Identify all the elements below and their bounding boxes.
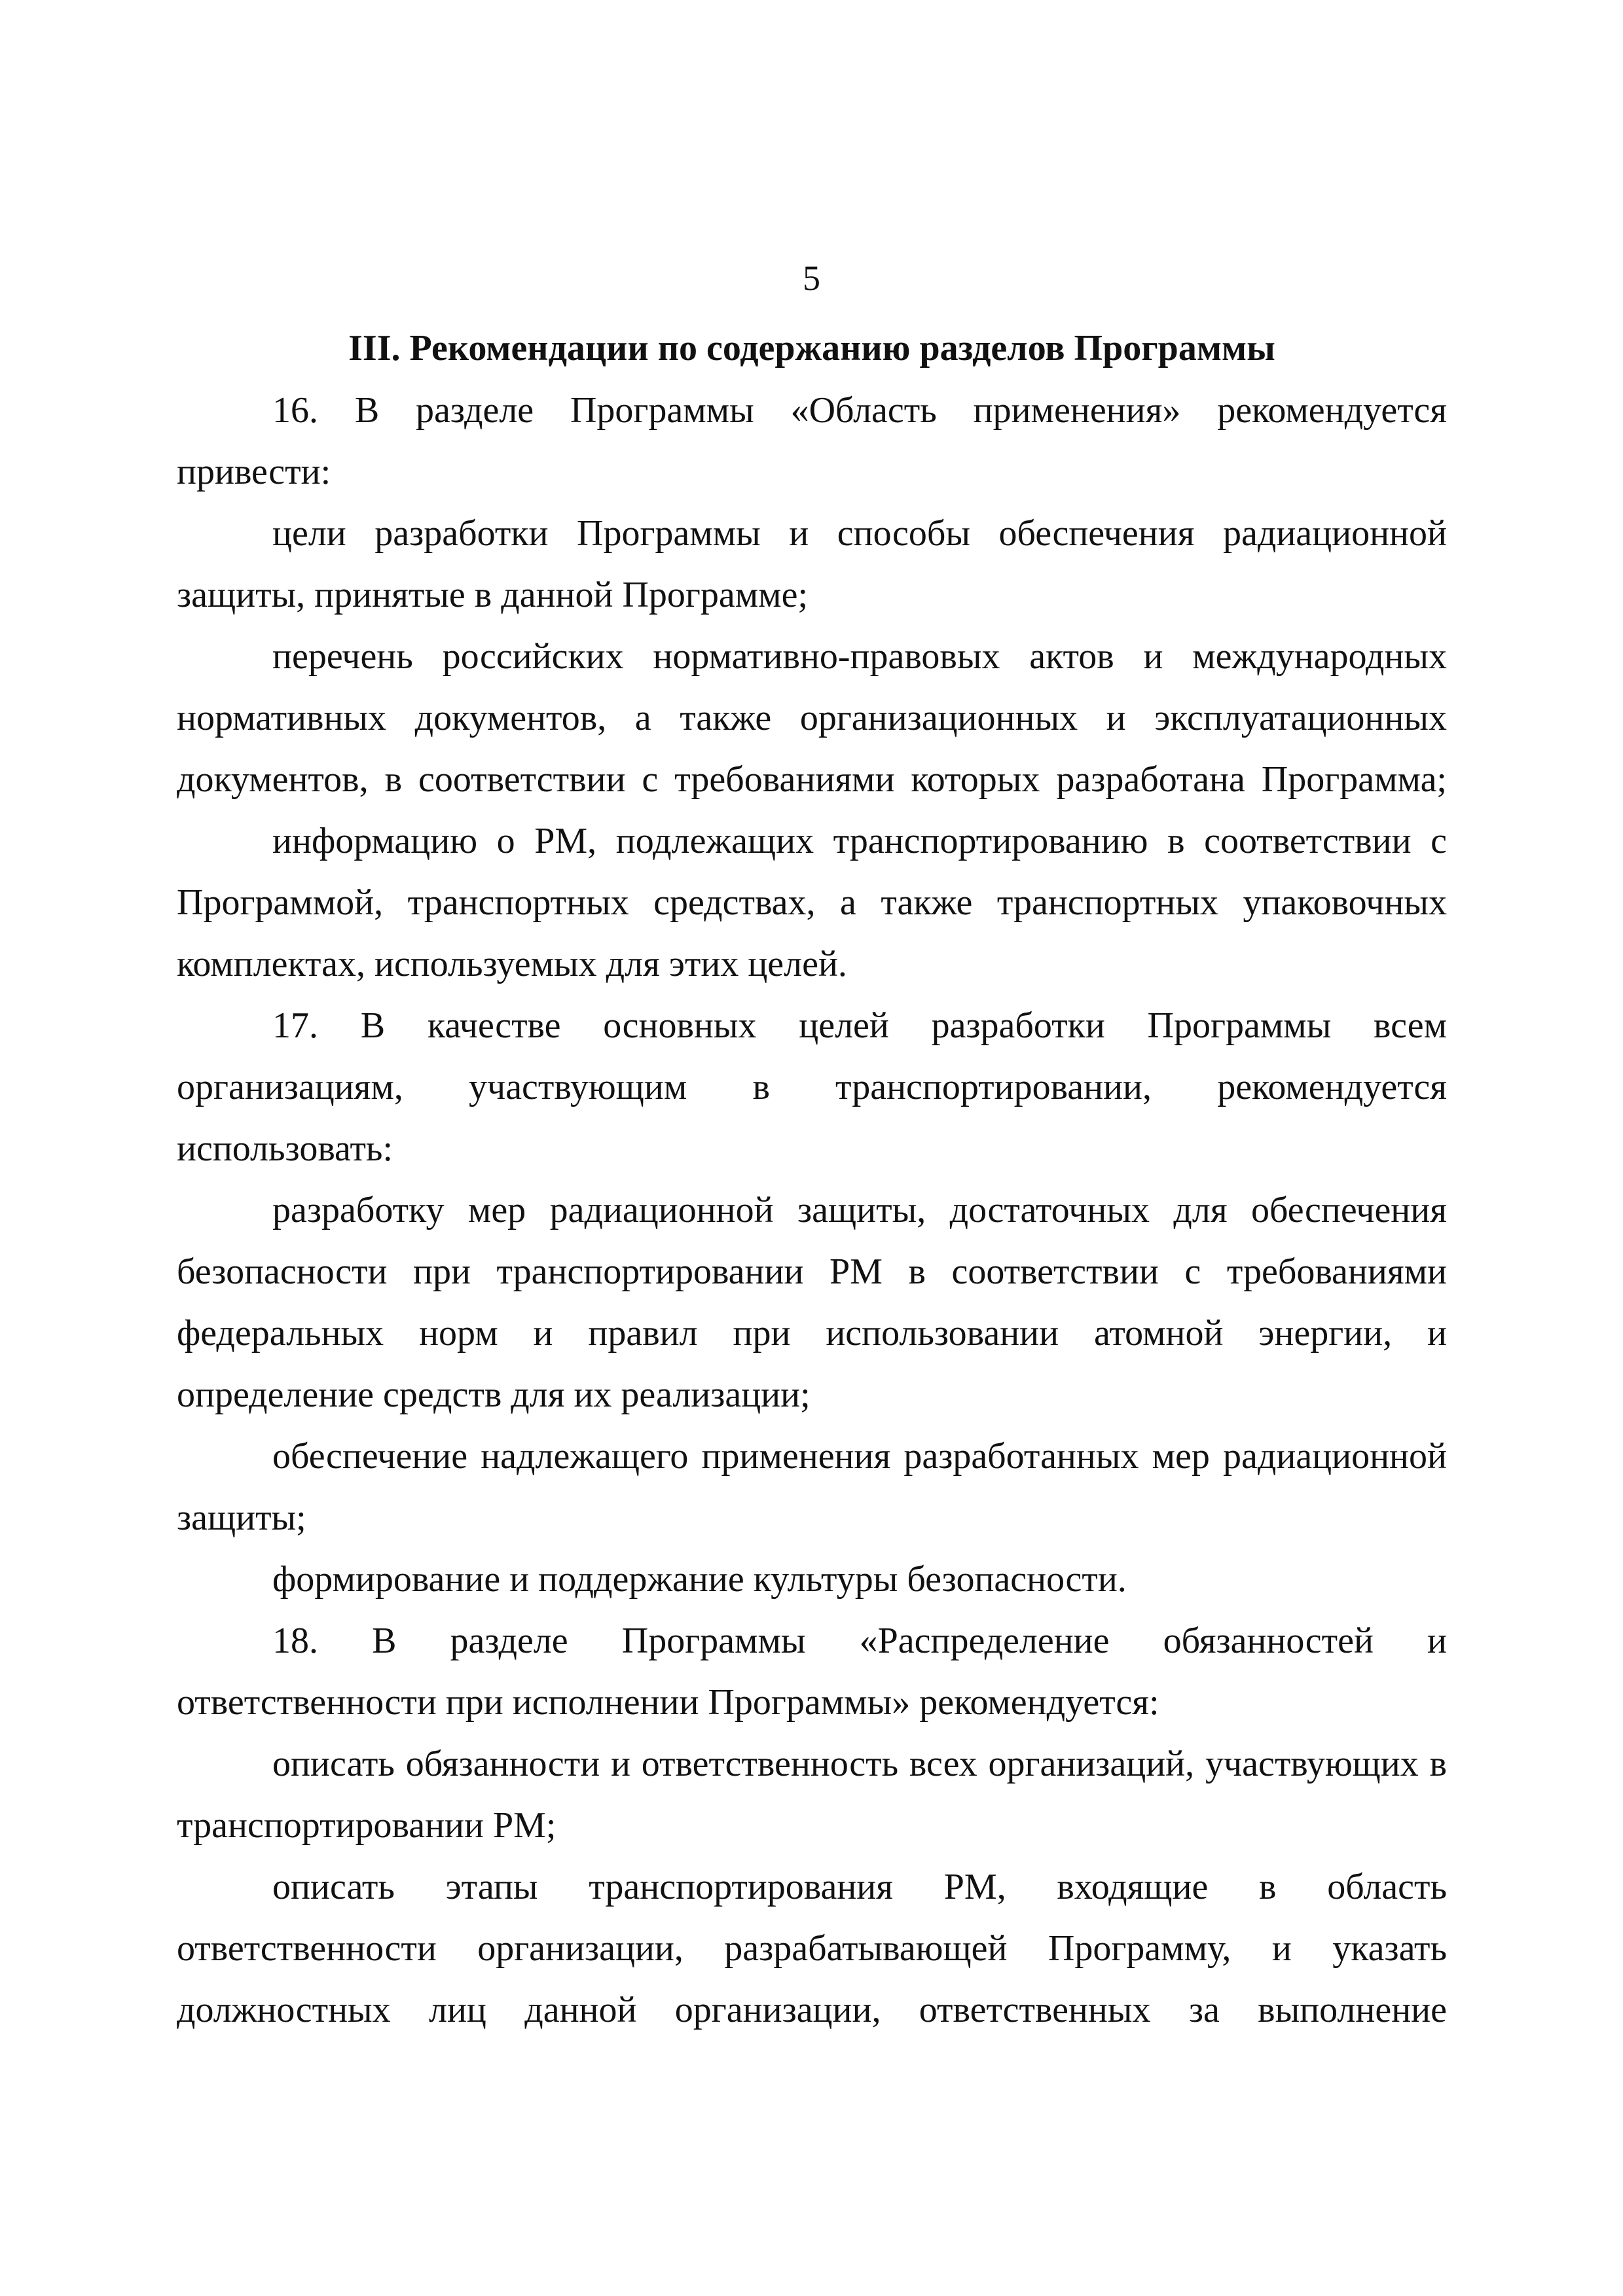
text-line: Программой, транспортных средствах, а также транспортных упаковочных	[177, 882, 1447, 923]
section-heading: III. Рекомендации по содержанию разделов Программы	[348, 328, 1275, 368]
text-line: защиты;	[177, 1498, 306, 1538]
text-line: перечень российских нормативно-правовых актов и международных	[272, 636, 1447, 677]
text-line: ответственности при исполнении Программы» рекомендуется:	[177, 1682, 1159, 1723]
text-line: 16. В разделе Программы «Область применения» рекомендуется	[272, 390, 1447, 431]
text-line: формирование и поддержание культуры безопасности.	[272, 1559, 1127, 1600]
text-line: использовать:	[177, 1128, 393, 1169]
text-line: цели разработки Программы и способы обеспечения радиационной	[272, 513, 1447, 554]
text-line: 18. В разделе Программы «Распределение обязанностей и	[272, 1621, 1447, 1661]
text-line: федеральных норм и правил при использовании атомной энергии, и	[177, 1313, 1447, 1354]
text-line: обеспечение надлежащего применения разработанных мер радиационной	[272, 1436, 1447, 1477]
text-line: документов, в соответствии с требованиями которых разработана Программа;	[177, 759, 1447, 800]
text-line: ответственности организации, разрабатывающей Программу, и указать	[177, 1928, 1447, 1969]
text-line: определение средств для их реализации;	[177, 1374, 811, 1415]
text-line: безопасности при транспортировании РМ в соответствии с требованиями	[177, 1251, 1447, 1292]
text-line: описать этапы транспортирования РМ, входящие в область	[272, 1867, 1447, 1907]
text-line: описать обязанности и ответственность всех организаций, участвующих в	[272, 1744, 1447, 1784]
text-line: защиты, принятые в данной Программе;	[177, 575, 809, 615]
text-line: нормативных документов, а также организационных и эксплуатационных	[177, 698, 1447, 738]
text-line: информацию о РМ, подлежащих транспортированию в соответствии с	[272, 821, 1447, 861]
text-line: транспортировании РМ;	[177, 1805, 556, 1846]
page-number: 5	[803, 259, 820, 298]
text-line: привести:	[177, 452, 331, 492]
text-line: комплектах, используемых для этих целей.	[177, 944, 847, 984]
text-line: разработку мер радиационной защиты, достаточных для обеспечения	[272, 1190, 1447, 1230]
text-line: 17. В качестве основных целей разработки Программы всем	[272, 1005, 1447, 1046]
text-line: организациям, участвующим в транспортировании, рекомендуется	[177, 1067, 1447, 1107]
body-text	[177, 380, 1447, 2041]
text-line: должностных лиц данной организации, ответственных за выполнение	[177, 1990, 1447, 2030]
